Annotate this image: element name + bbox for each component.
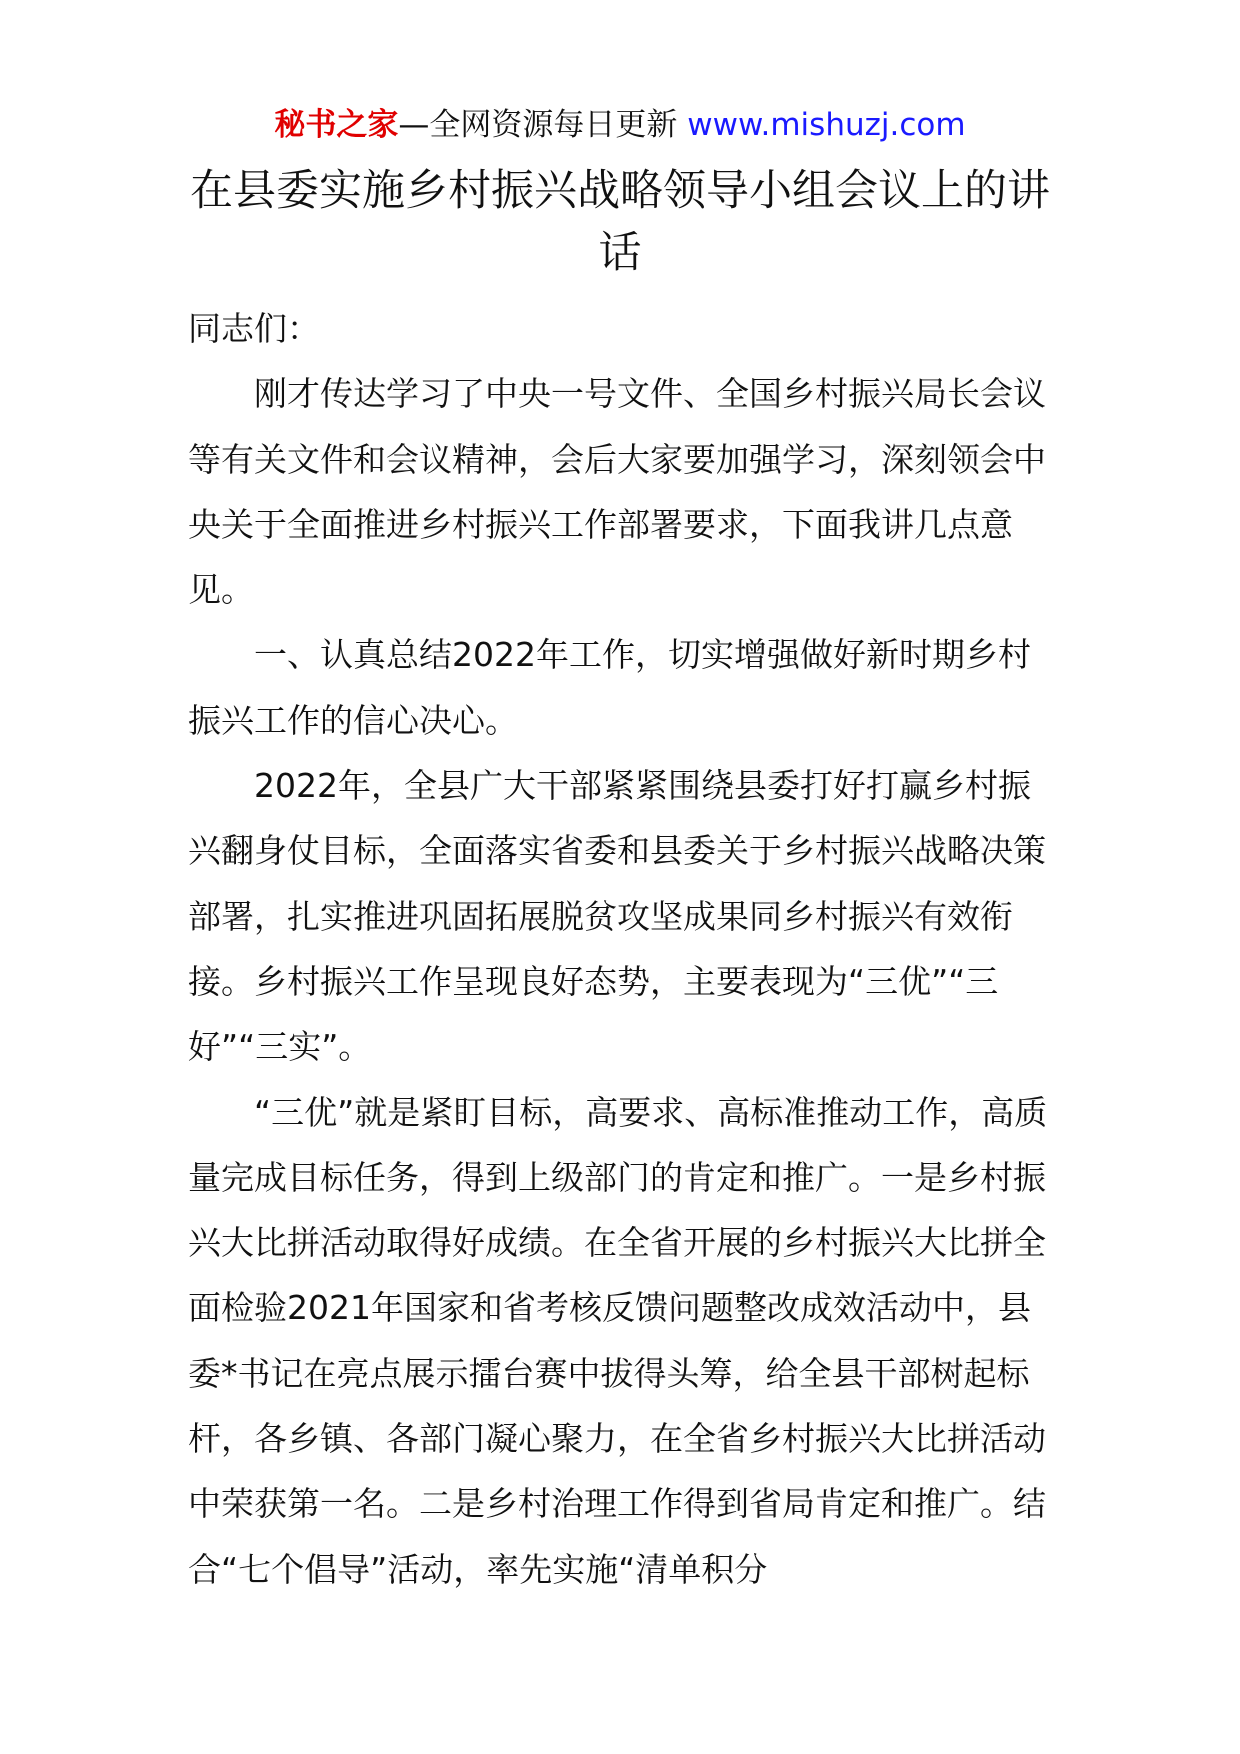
paragraph-2022-summary: 2022年，全县广大干部紧紧围绕县委打好打赢乡村振兴翻身仗目标，全面落实省委和县委关于乡村振兴战略决策部署，扎实推进巩固拓展脱贫攻坚成果同乡村振兴有效衔接。乡村振兴工作呈现良好态势，主要表现为“三优”“三好”“三实”。 <box>188 766 1046 1067</box>
document-title: 在县委实施乡村振兴战略领导小组会议上的讲话 <box>190 166 1050 278</box>
salutation: 同志们： <box>188 309 320 348</box>
section-heading-1: 一、认真总结2022年工作，切实增强做好新时期乡村振兴工作的信心决心。 <box>188 635 1031 740</box>
brand-name: 秘书之家 <box>274 107 399 143</box>
site-header <box>0 104 1240 146</box>
paragraph-intro: 刚才传达学习了中央一号文件、全国乡村振兴局长会议等有关文件和会议精神，会后大家要加强学习，深刻领会中央关于全面推进乡村振兴工作部署要求，下面我讲几点意见。 <box>188 374 1046 610</box>
site-url-link[interactable]: www.mishuzj.com <box>687 107 966 143</box>
paragraph-three-excellences: “三优”就是紧盯目标，高要求、高标准推动工作，高质量完成目标任务，得到上级部门的肯定和推广。一是乡村振兴大比拼活动取得好成绩。在全省开展的乡村振兴大比拼全面检验2021年国家和省考核反馈问题整改成效活动中，县委*书记在亮点展示擂台赛中拔得头筹，给全县干部树起标杆，各乡镇、各部门凝心聚力，在全省乡村振兴大比拼活动中荣获第一名。二是乡村治理工作得到省局肯定和推广。结合“七个倡导”活动，率先实施“清单积分 <box>188 1092 1048 1589</box>
document-body <box>188 296 1048 1602</box>
header-tagline: —全网资源每日更新 <box>398 107 688 143</box>
